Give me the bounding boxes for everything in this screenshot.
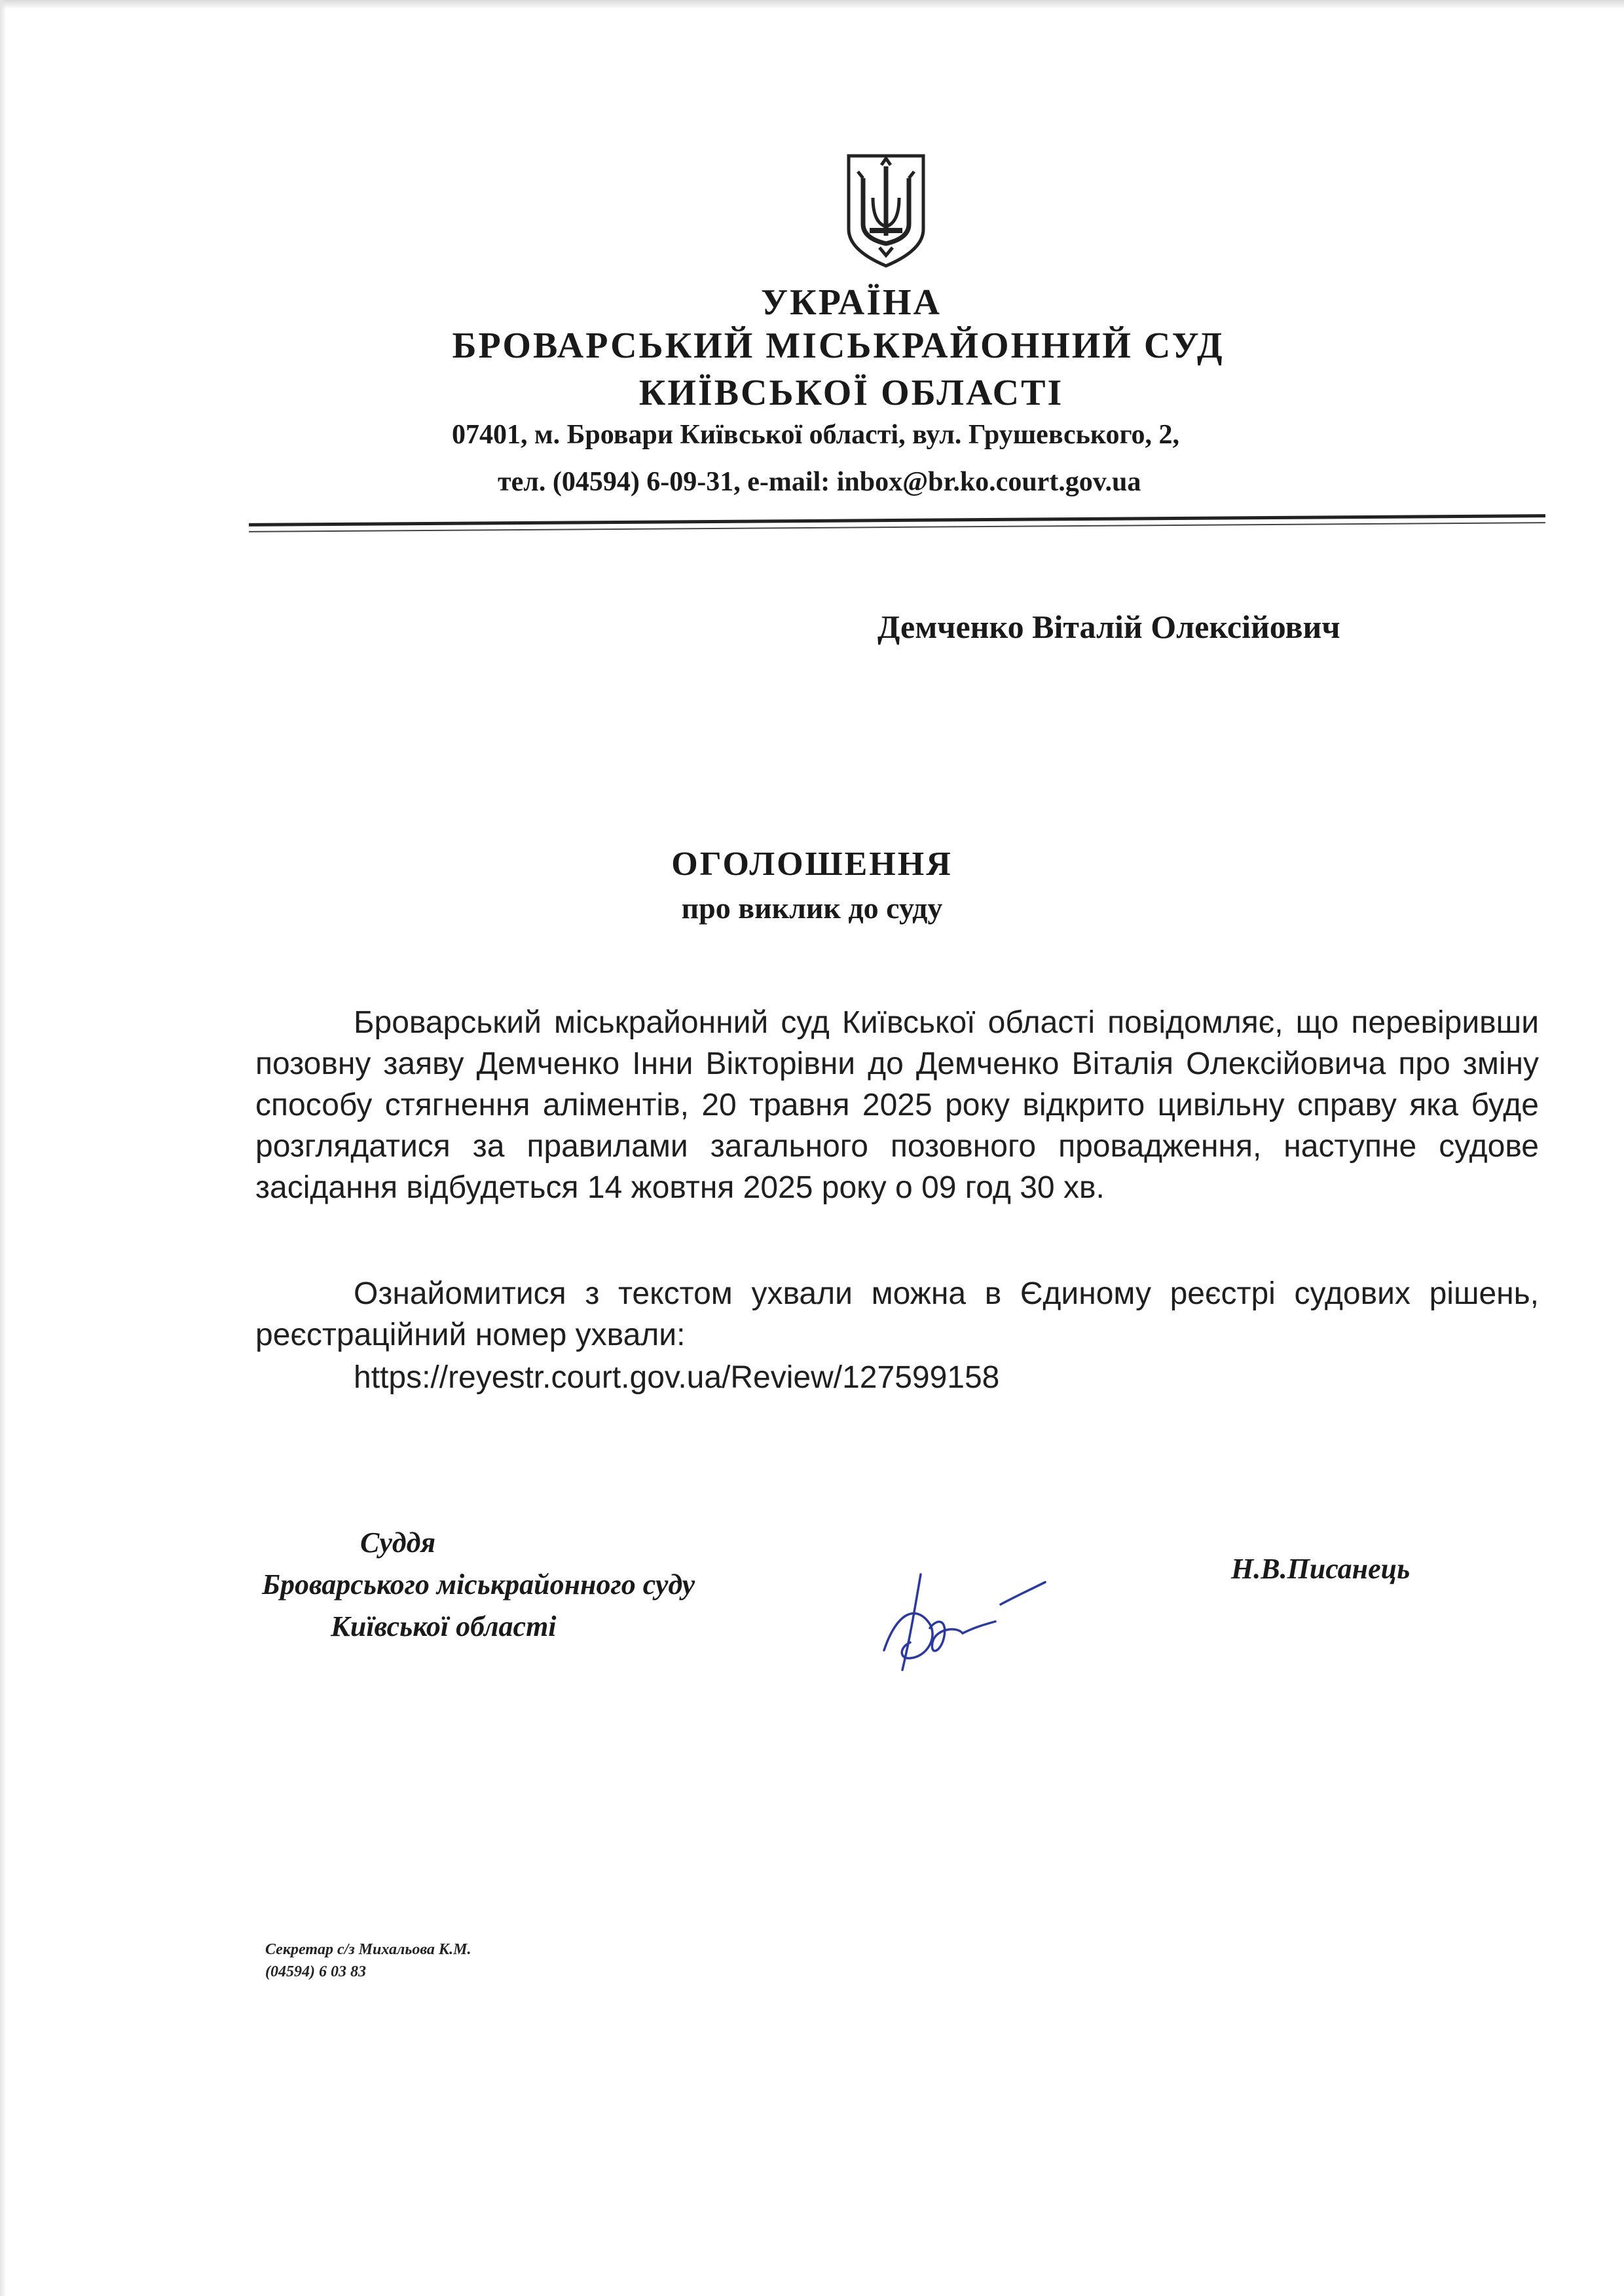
judge-name: Н.В.Писанець xyxy=(1231,1553,1411,1585)
scan-top-edge xyxy=(0,0,1624,9)
signatory-role: Суддя xyxy=(360,1527,436,1559)
handwritten-signature-icon xyxy=(864,1565,1061,1683)
court-contacts: тел. (04594) 6-09-31, e-mail: inbox@br.ko.court.gov.ua xyxy=(498,467,1141,497)
registry-link[interactable]: https://reyestr.court.gov.ua/Review/127599158 xyxy=(354,1360,1000,1395)
secretary-phone: (04594) 6 03 83 xyxy=(265,1963,366,1980)
secretary-name: Секретар с/з Михальова К.М. xyxy=(265,1941,471,1958)
notice-subtitle: про виклик до суду xyxy=(681,891,943,925)
addressee-name: Демченко Віталій Олексійович xyxy=(877,608,1340,645)
body-paragraph-1: Броварський міськрайонний суд Київської області повідомляє, що перевіривши позовну заяву Демченко Інни Вікторівни до Демченко Віталія Олексійовича про зміну способу стягнення аліментів, 20 травня 2025 року відкрито цивільну справу яка буде розглядатися за правилами загального позовного провадження, наступне судове засідання відбудеться 14 жовтня 2025 року о 09 год 30 хв. xyxy=(255,1005,1539,1205)
court-name-heading: БРОВАРСЬКИЙ МІСЬКРАЙОННИЙ СУД xyxy=(452,325,1225,366)
notice-title: ОГОЛОШЕННЯ xyxy=(671,845,953,883)
court-address: 07401, м. Бровари Київської області, вул. Грушевського, 2, xyxy=(452,420,1180,450)
signatory-court: Броварського міськрайонного суду xyxy=(262,1568,695,1601)
trident-coat-of-arms-icon xyxy=(843,152,929,270)
body-paragraph-2: Ознайомитися з текстом ухвали можна в Єдиному реєстрі судових рішень, реєстраційний номер ухвали: xyxy=(255,1276,1539,1352)
court-region-heading: КИЇВСЬКОЇ ОБЛАСТІ xyxy=(638,373,1064,413)
signatory-region: Київської області xyxy=(331,1610,557,1642)
country-heading: УКРАЇНА xyxy=(761,282,942,323)
scan-left-edge xyxy=(0,0,7,2296)
